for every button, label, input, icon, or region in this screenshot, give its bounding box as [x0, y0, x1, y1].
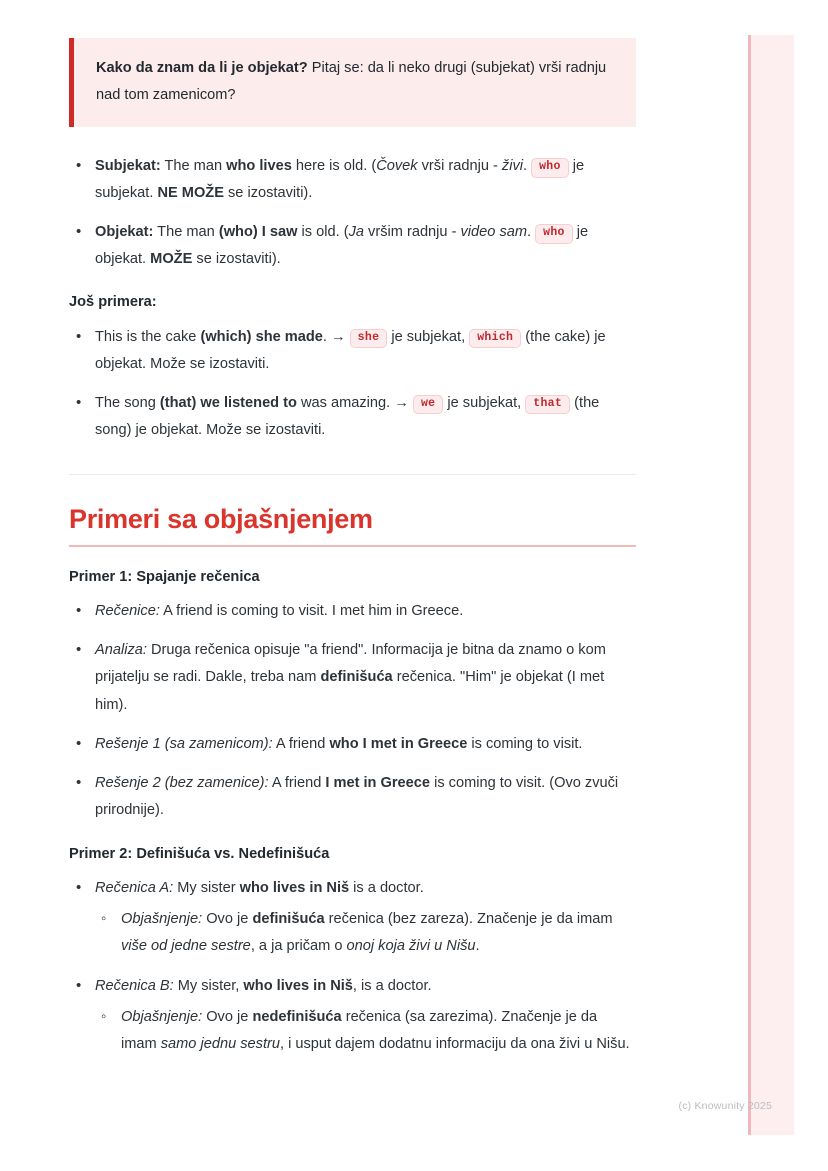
text-fragment: , a ja pričam o: [250, 938, 347, 955]
text-fragment: Druga rečenica opisuje "a friend". Informacija je bitna da znamo o kom prijatelju se radi. Dakle, treba nam: [95, 642, 606, 686]
primer1-heading: Primer 1: Spajanje rečenica: [69, 569, 260, 586]
list-item: [69, 153, 636, 207]
text-fragment: is coming to visit. (Ovo zvuči prirodnije).: [95, 774, 619, 818]
text-italic: Čovek: [376, 157, 418, 174]
section-divider: [69, 474, 636, 475]
text-bold: who I met in Greece: [329, 735, 468, 752]
text-bold: MOŽE: [150, 251, 193, 268]
callout-body: Pitaj se: da li neko drugi (subjekat) vrši radnju nad tom zamenicom?: [96, 60, 607, 103]
text-italic: više od jedne sestre: [121, 938, 251, 955]
text-fragment: is old. (: [297, 224, 349, 241]
arrow-icon: →: [331, 328, 346, 345]
page-title: Primeri sa objašnjenjem: [69, 504, 373, 535]
text-italic: Rečenice:: [95, 603, 160, 620]
text-italic: Objašnjenje:: [121, 1008, 203, 1025]
text-fragment: is a doctor.: [349, 880, 424, 897]
text-bold: NE MOŽE: [157, 185, 224, 202]
code-chip: who: [531, 158, 569, 178]
list-item: [69, 973, 636, 1058]
more-examples-list: [69, 324, 636, 445]
text-bold: (that) we listened to: [159, 394, 297, 411]
text-italic: samo jednu sestru: [160, 1035, 280, 1052]
text-fragment: vrši radnju -: [417, 157, 502, 174]
primer2-a-sublist: [95, 906, 636, 960]
text-fragment: Ovo je: [202, 1008, 253, 1025]
text-fragment: rečenica (sa zarezima). Značenje je da imam: [121, 1008, 598, 1052]
list-item: [69, 637, 636, 718]
text-fragment: (the song) je objekat. Može se izostaviti.: [95, 394, 600, 438]
primer2-b-sublist: [95, 1004, 636, 1058]
primer1-list: [69, 598, 636, 824]
text-italic: video sam: [460, 224, 528, 241]
text-fragment: .: [475, 938, 480, 955]
text-fragment: My sister: [173, 880, 240, 897]
text-bold: (which) she made: [200, 328, 323, 345]
text-bold: definišuća: [320, 669, 393, 686]
text-fragment: je subjekat,: [443, 394, 526, 411]
text-italic: Rešenje 2 (bez zamenice):: [95, 774, 269, 791]
list-item: [69, 770, 636, 824]
text-bold: who lives in Niš: [243, 977, 353, 994]
text-italic: Rešenje 1 (sa zamenicom):: [95, 735, 273, 752]
subject-object-list: [69, 153, 636, 274]
text-bold: definišuća: [252, 911, 325, 928]
code-chip: she: [350, 329, 388, 349]
text-fragment: je objekat.: [95, 224, 589, 268]
primer2-list: [69, 875, 636, 1058]
text-fragment: This is the cake: [95, 328, 201, 345]
text-fragment: je subjekat.: [95, 157, 585, 202]
code-chip: which: [469, 329, 521, 349]
section-title-underline: [69, 545, 636, 547]
document-content: [69, 38, 636, 1070]
right-decorative-band: [748, 35, 794, 1135]
text-fragment: A friend is coming to visit. I met him in Greece.: [159, 603, 464, 620]
text-fragment: .: [322, 328, 332, 345]
text-fragment: Ovo je: [202, 911, 253, 928]
footer-copyright: (c) Knowunity 2025: [678, 1100, 772, 1112]
text-fragment: is coming to visit.: [467, 735, 583, 752]
text-italic: Rečenica B:: [95, 977, 174, 994]
arrow-icon: →: [394, 394, 409, 411]
callout-text: [96, 55, 614, 109]
callout-box: [69, 38, 636, 127]
text-fragment: , i usput dajem dodatnu informaciju da ona živi u Nišu.: [279, 1035, 630, 1052]
text-fragment: A friend: [272, 735, 330, 752]
text-bold: nedefinišuća: [252, 1008, 342, 1025]
text-fragment: here is old. (: [291, 157, 377, 174]
list-item: [69, 731, 636, 758]
item-label: Subjekat:: [95, 157, 161, 174]
code-chip: who: [535, 224, 573, 244]
text-fragment: se izostaviti).: [223, 185, 313, 202]
text-fragment: rečenica (bez zareza). Značenje je da imam: [324, 911, 613, 928]
text-bold: (who) I saw: [218, 224, 298, 241]
text-fragment: A friend: [268, 774, 326, 791]
text-fragment: The man: [160, 157, 227, 174]
text-fragment: The song: [95, 394, 160, 411]
text-fragment: , is a doctor.: [352, 977, 432, 994]
primer2-heading: Primer 2: Definišuća vs. Nedefinišuća: [69, 846, 330, 863]
text-fragment: se izostaviti).: [192, 251, 281, 268]
text-bold: who lives: [226, 157, 292, 174]
text-italic: onoj koja živi u Nišu: [346, 938, 476, 955]
text-fragment: (the cake) je objekat. Može se izostaviti.: [95, 328, 606, 372]
text-italic: Ja: [348, 224, 364, 241]
text-bold: who lives in Niš: [239, 880, 350, 897]
list-item: [69, 324, 636, 378]
text-fragment: rečenica. "Him" je objekat (I met him).: [95, 669, 605, 713]
text-fragment: The man: [153, 224, 219, 241]
text-italic: Analiza:: [95, 642, 147, 659]
text-italic: živi: [501, 157, 523, 174]
text-bold: I met in Greece: [325, 774, 431, 791]
text-fragment: vršim radnju -: [364, 224, 461, 241]
callout-question: Kako da znam da li je objekat?: [96, 60, 308, 76]
list-item: [95, 1004, 636, 1058]
list-item: [69, 219, 636, 273]
more-examples-heading: Još primera:: [69, 293, 157, 310]
code-chip: we: [413, 395, 443, 415]
item-label: Objekat:: [95, 224, 154, 241]
text-fragment: je subjekat,: [387, 328, 470, 345]
text-italic: Objašnjenje:: [121, 911, 203, 928]
text-fragment: .: [527, 224, 536, 241]
list-item: [69, 598, 636, 625]
text-fragment: was amazing.: [296, 394, 395, 411]
right-band-edge: [748, 35, 751, 1135]
code-chip: that: [525, 395, 570, 415]
list-item: [95, 906, 636, 960]
text-fragment: .: [523, 157, 532, 174]
text-fragment: My sister,: [173, 977, 244, 994]
list-item: [69, 875, 636, 960]
list-item: [69, 390, 636, 444]
text-italic: Rečenica A:: [95, 880, 174, 897]
